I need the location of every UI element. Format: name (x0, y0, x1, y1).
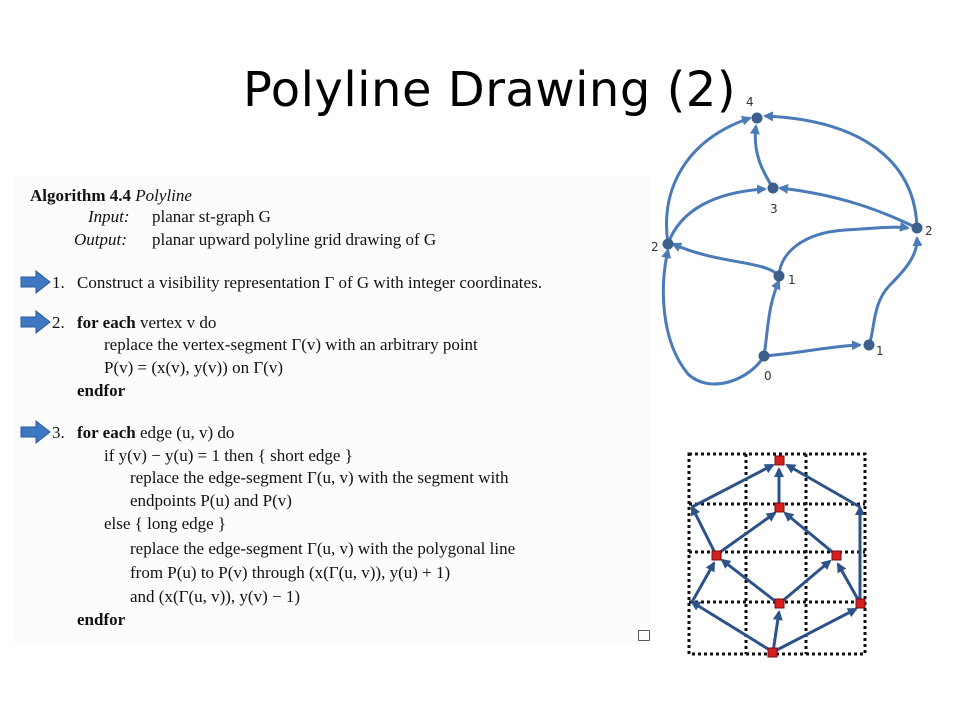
graph-edge (869, 238, 917, 345)
algorithm-number: Algorithm 4.4 (30, 186, 132, 205)
step1-text: Construct a visibility representation Γ of G with integer coordinates. (77, 273, 542, 292)
grid-edge (692, 465, 773, 507)
graph-node (774, 271, 785, 282)
node-label-top: 4 (746, 95, 754, 109)
graph-edge (764, 281, 779, 356)
input-text: planar st-graph G (152, 207, 271, 226)
grid-edge (716, 513, 775, 555)
graph-edge (764, 345, 860, 356)
grid-edge (773, 609, 856, 652)
grid-edge (692, 602, 773, 652)
grid-node (712, 551, 721, 560)
step2-number: 2. (52, 313, 65, 332)
node-label-mid3: 3 (770, 202, 778, 216)
step2-keyword: for each (77, 313, 136, 332)
grid-edge (787, 465, 860, 507)
step3-line7: and (x(Γ(u, v)), y(v) − 1) (130, 587, 300, 606)
node-label-right2: 2 (925, 224, 933, 238)
input-label: Input: (88, 207, 130, 226)
node-label-right1: 1 (876, 344, 884, 358)
grid-node (832, 551, 841, 560)
step1-number: 1. (52, 273, 65, 292)
grid-node (856, 599, 865, 608)
graph-edge (673, 244, 779, 276)
grid-edge (779, 561, 830, 604)
graph-node (759, 351, 770, 362)
node-label-left2: 2 (651, 240, 659, 254)
grid-node (775, 503, 784, 512)
node-label-bottom0: 0 (764, 369, 772, 383)
step2-rest: vertex v do (139, 313, 217, 332)
graph-edge (755, 126, 773, 188)
graph-edge (668, 189, 765, 244)
step3-line6: from P(u) to P(v) through (x(Γ(u, v)), y(u) + 1) (130, 563, 451, 582)
graph-edge (780, 188, 917, 228)
graph-edge (663, 250, 764, 384)
grid-node (775, 599, 784, 608)
graph-node (912, 223, 923, 234)
step3-line5: replace the edge-segment Γ(u, v) with the polygonal line (130, 539, 516, 558)
graph-node (768, 183, 779, 194)
grid-edge (773, 612, 779, 652)
step3-endfor: endfor (77, 610, 126, 629)
slide-title: Polyline Drawing (2) (243, 62, 737, 118)
grid-node (775, 456, 784, 465)
output-text: planar upward polyline grid drawing of G (152, 230, 437, 249)
graph-node (663, 239, 674, 250)
grid-edge (692, 507, 716, 555)
node-label-center1: 1 (788, 273, 796, 287)
grid-node (768, 648, 777, 657)
grid-edge (785, 513, 836, 555)
step3-line3: endpoints P(u) and P(v) (130, 491, 292, 510)
graph-edge (765, 116, 917, 228)
grid-edge (692, 563, 714, 602)
graph-node (864, 340, 875, 351)
output-label: Output: (74, 230, 127, 249)
step3-line2: replace the edge-segment Γ(u, v) with the segment with (130, 468, 509, 487)
step3-rest: edge (u, v) do (139, 423, 235, 442)
grid-edge (722, 560, 779, 604)
step2-line3: P(v) = (x(v), y(v)) on Γ(v) (104, 358, 283, 377)
step3-number: 3. (52, 423, 65, 442)
step2-endfor: endfor (77, 381, 126, 400)
step3-keyword: for each (77, 423, 136, 442)
graph-edge (779, 227, 908, 276)
step2-line2: replace the vertex-segment Γ(v) with an arbitrary point (104, 335, 478, 354)
algorithm-name: Polyline (135, 186, 192, 205)
graph-node (752, 113, 763, 124)
step3-else-line: else { long edge } (104, 514, 227, 533)
grid-edge (838, 564, 860, 603)
step3-if-line: if y(v) − y(u) = 1 then { short edge } (104, 446, 353, 465)
